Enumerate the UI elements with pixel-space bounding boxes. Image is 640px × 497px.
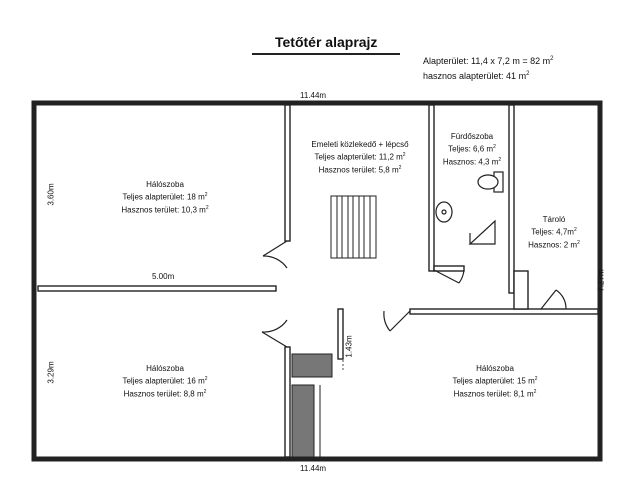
total-area-text: Alapterület: 11,4 x 7,2 m = 82 m bbox=[423, 56, 551, 66]
useful-area-text: hasznos alapterület: 41 m bbox=[423, 71, 527, 81]
room-hallway-stairs-useful-sup: 2 bbox=[398, 164, 402, 171]
room-storage-useful-line bbox=[514, 238, 594, 251]
room-storage-useful: Hasznos: 2 m bbox=[528, 240, 578, 250]
room-bedroom-2-total: Teljes alapterület: 16 m bbox=[122, 376, 205, 386]
room-bedroom-3-name: Hálószoba bbox=[476, 364, 514, 373]
total-area-unit-sup: 2 bbox=[550, 56, 554, 62]
room-bedroom-2 bbox=[70, 364, 260, 399]
dim-bottom-width: 11.44m bbox=[300, 464, 327, 473]
useful-area-unit-sup: 2 bbox=[526, 71, 530, 77]
shaft-block-upper bbox=[292, 354, 332, 377]
dim-room1-height: 3.60m bbox=[46, 183, 56, 206]
room-bathroom bbox=[434, 132, 510, 167]
dim-hall-gap: 1.43m bbox=[344, 335, 354, 358]
storage-niche bbox=[514, 271, 528, 309]
room-hallway-stairs-total-sup: 2 bbox=[402, 152, 406, 158]
room-bedroom-1-total-line bbox=[70, 190, 260, 203]
room-bedroom-3-useful-sup: 2 bbox=[533, 388, 537, 395]
wall-left-column-lower bbox=[285, 347, 290, 457]
room-bedroom-1-useful-line bbox=[70, 203, 260, 216]
room-bedroom-2-name: Hálószoba bbox=[146, 364, 184, 373]
room-bedroom-3-total-line bbox=[405, 374, 585, 387]
room-storage-total-sup: 2 bbox=[573, 227, 577, 233]
room-storage-total: Teljes: 4,7m bbox=[531, 227, 574, 237]
plan-title: Tetőtér alaprajz bbox=[275, 34, 378, 50]
staircase bbox=[331, 196, 376, 258]
room-bedroom-3 bbox=[405, 364, 585, 399]
room-bathroom-name: Fürdőszoba bbox=[450, 132, 494, 141]
dim-top-width: 11.44m bbox=[300, 91, 327, 100]
room-hallway-stairs-useful-line bbox=[290, 163, 430, 176]
shaft-block-lower bbox=[292, 385, 314, 457]
room-bedroom-3-useful: Hasznos terület: 8,1 m bbox=[453, 389, 534, 399]
room-bathroom-total: Teljes: 6,6 m bbox=[448, 144, 494, 154]
room-hallway-stairs-useful: Hasznos terület: 5,8 m bbox=[318, 165, 399, 175]
room-bathroom-total-sup: 2 bbox=[493, 144, 496, 150]
room-storage bbox=[514, 215, 594, 250]
room-bathroom-useful-sup: 2 bbox=[498, 156, 502, 163]
wall-hall-lower bbox=[338, 309, 343, 359]
room-hallway-stairs-name: Emeleti közlekedő + lépcső bbox=[311, 140, 409, 149]
room-bathroom-useful: Hasznos: 4,3 m bbox=[442, 157, 499, 167]
wall-bedroom-right-top bbox=[410, 309, 598, 314]
room-bathroom-useful-line bbox=[434, 155, 510, 168]
dim-right-height: 7.27m bbox=[596, 269, 606, 292]
room-hallway-stairs-total-line bbox=[290, 150, 430, 163]
room-bedroom-1-total: Teljes alapterület: 18 m bbox=[122, 192, 205, 202]
shower bbox=[470, 221, 495, 244]
wall-bath-bottom bbox=[434, 266, 464, 271]
toilet bbox=[478, 172, 503, 192]
room-bedroom-2-useful-sup: 2 bbox=[203, 388, 207, 395]
room-bedroom-3-useful-line bbox=[405, 387, 585, 400]
room-bedroom-1-name: Hálószoba bbox=[146, 180, 184, 189]
dim-divider-width: 5.00m bbox=[152, 272, 175, 281]
room-bedroom-2-useful: Hasznos terület: 8,8 m bbox=[123, 389, 204, 399]
room-bedroom-1 bbox=[70, 180, 260, 215]
room-storage-useful-sup: 2 bbox=[577, 239, 580, 246]
dim-room2-height: 3.29m bbox=[46, 361, 56, 384]
room-bedroom-2-useful-line bbox=[70, 387, 260, 400]
room-hallway-stairs bbox=[290, 140, 430, 175]
room-bedroom-1-total-sup: 2 bbox=[204, 192, 208, 198]
room-bedroom-2-total-sup: 2 bbox=[204, 376, 208, 382]
room-bedroom-1-useful-sup: 2 bbox=[205, 204, 209, 211]
room-bedroom-2-total-line bbox=[70, 374, 260, 387]
room-bathroom-total-line bbox=[434, 142, 510, 155]
room-storage-name: Tároló bbox=[542, 215, 566, 224]
room-bedroom-1-useful: Hasznos terület: 10,3 m bbox=[121, 205, 206, 215]
room-bedroom-3-total: Teljes alapterület: 15 m bbox=[452, 376, 535, 386]
sink bbox=[436, 202, 452, 222]
wall-left-bedrooms bbox=[38, 286, 276, 291]
wall-hall-bath bbox=[429, 105, 434, 271]
room-storage-total-line bbox=[514, 225, 594, 238]
room-hallway-stairs-total: Teljes alapterület: 11,2 m bbox=[314, 152, 403, 162]
room-bedroom-3-total-sup: 2 bbox=[534, 376, 538, 382]
